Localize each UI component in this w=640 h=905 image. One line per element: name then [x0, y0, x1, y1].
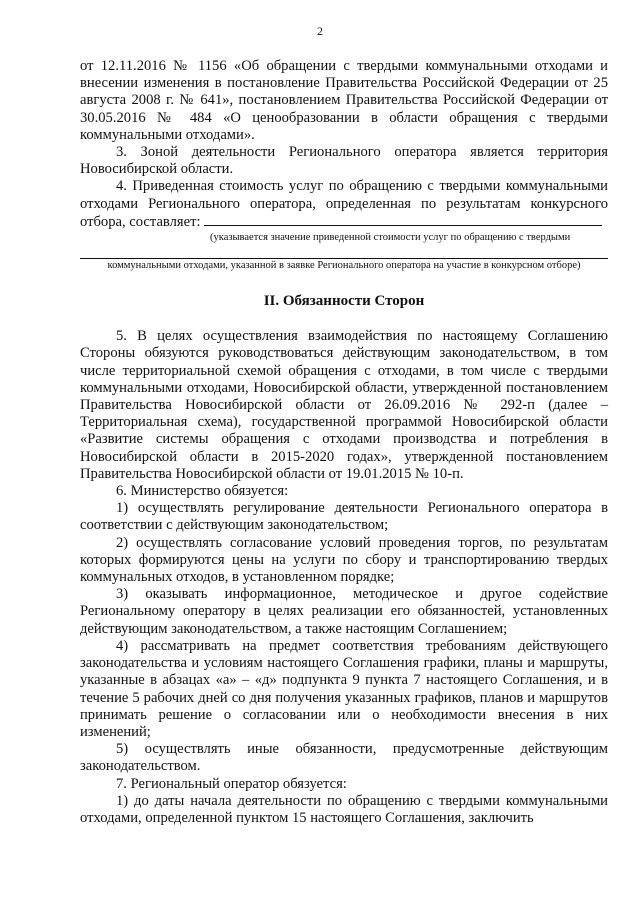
paragraph-7: 7. Региональный оператор обязуется:: [116, 775, 347, 792]
document-body: [80, 58, 608, 827]
note-underline: [80, 244, 608, 259]
paragraph-6: 6. Министерство обязуется:: [116, 483, 289, 500]
paragraph-6-item-2: 2) осуществлять согласование условий проведения торгов, по результатам которых формируются цены на услуги по сбору и транспортированию твердых коммунальных отходов, в установленном порядке;: [80, 534, 608, 586]
paragraph-3: 3. Зоной деятельности Регионального оператора является территория Новосибирской области.: [80, 144, 608, 178]
paragraph-6-item-3: 3) оказывать информационное, методическое и другое содействие Региональному оператору в целях реализации его обязанностей, установленных действующим законодательством, а также настоящим Соглашением;: [80, 586, 608, 637]
page-number: 2: [317, 24, 323, 38]
paragraph-6-item-5: 5) осуществлять иные обязанности, предусмотренные действующим законодательством.: [80, 741, 608, 775]
paragraph-7-item-1: 1) до даты начала деятельности по обращению с твердыми коммунальными отходами, определенной пунктом 15 настоящего Соглашения, заключить: [80, 792, 608, 826]
note-line-2: коммунальными отходами, указанной в заявке Регионального оператора на участие в конкурсном отборе): [107, 260, 581, 272]
note-line-1: (указывается значение приведенной стоимости услуг по обращению с твердыми: [210, 232, 571, 244]
value-blank-line: [204, 213, 602, 226]
paragraph-5: 5. В целях осуществления взаимодействия по настоящему Соглашению Стороны обязуются руководствоваться действующим законодательством, в том числе территориальной схемой обращения с отходами, в том числе с твердыми коммунальными отходами, Новосибирской области, утвержденной постановлением Правительства Новосибирской области от 26.09.2016 № 292-п (далее – Территориальная схема), государственной программой Новосибирской области «Развитие системы обращения с отходами производства и потребления в Новосибирской области в 2015-2020 годах», утвержденной постановлением Правительства Новосибирской области от 19.01.2015 № 10-п.: [80, 328, 608, 482]
paragraph-4: [80, 178, 608, 231]
paragraph-6-item-1: 1) осуществлять регулирование деятельности Регионального оператора в соответствии с действующим законодательством;: [80, 500, 608, 534]
section-heading: II. Обязанности Сторон: [263, 293, 425, 310]
paragraph-4-text: 4. Приведенная стоимость услуг по обращению с твердыми коммунальными отходами Регионального оператора, определенная по результатам конкурсного отбора, составляет:: [80, 178, 608, 230]
paragraph-6-item-4: 4) рассматривать на предмет соответствия требованиям действующего законодательства и условиям настоящего Соглашения графики, планы и маршруты, указанные в абзацах «а» – «д» подпункта 9 пункта 7 настоящего Соглашения, и в течение 5 рабочих дней со дня получения указанных графиков, планов и маршрутов принимать решение о согласовании или о необходимости внесения в них изменений;: [80, 637, 608, 740]
paragraph-continuation: от 12.11.2016 № 1156 «Об обращении с твердыми коммунальными отходами и внесении изменения в постановление Правительства Российской Федерации от 25 августа 2008 г. № 641», постановлением Правительства Российской Федерации от 30.05.2016 № 484 «О ценообразовании в области обращения с твердыми коммунальными отходами».: [80, 58, 608, 143]
